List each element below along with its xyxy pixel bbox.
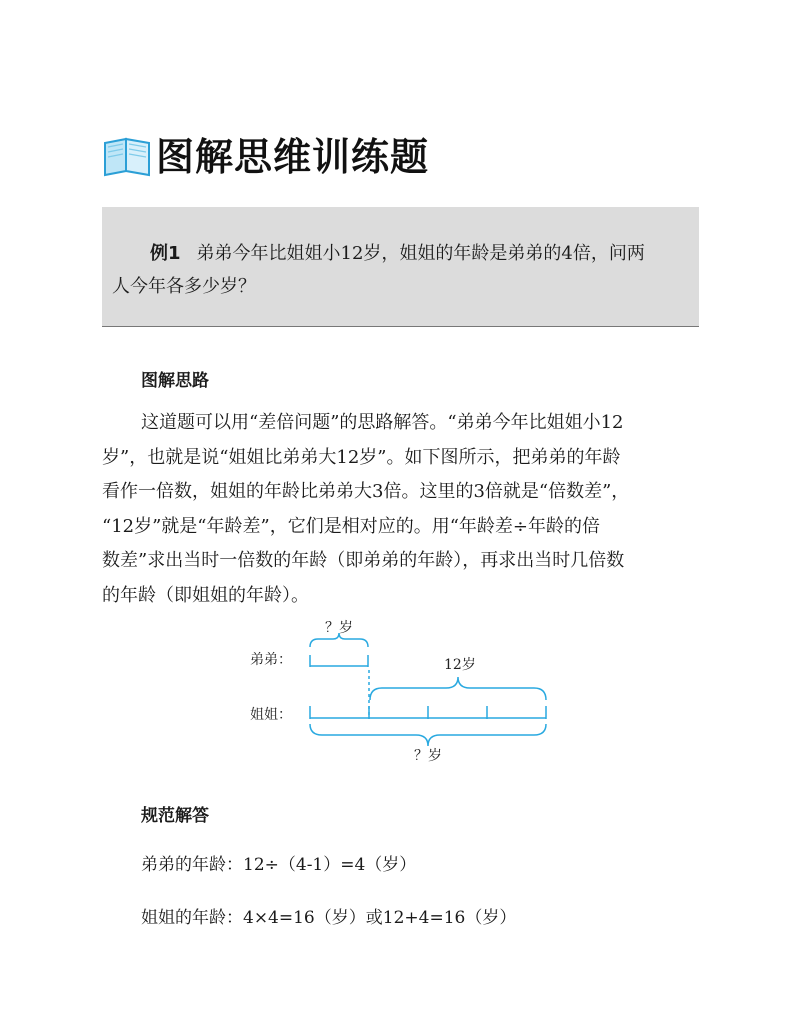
- section-heading-thinking: 图解思路: [141, 371, 209, 391]
- difference-label: 12岁: [444, 657, 476, 673]
- example-question: 弟弟今年比姐姐小12岁，姐姐的年龄是弟弟的4倍，问两: [196, 243, 645, 264]
- example-line-1: [112, 237, 689, 270]
- brother-label: 弟弟：: [250, 652, 292, 668]
- paragraph-line: 的年龄（即姐姐的年龄）。: [102, 584, 309, 606]
- answer-sister: 姐姐的年龄：4×4=16（岁）或12+4=16（岁）: [141, 908, 517, 928]
- sister-label: 姐姐：: [250, 707, 292, 723]
- example-line-2: 人今年各多少岁？: [112, 276, 256, 297]
- paragraph-line: 数差”求出当时一倍数的年龄（即弟弟的年龄），再求出当时几倍数: [102, 550, 625, 571]
- paragraph-line: 看作一倍数，姐姐的年龄比弟弟大3倍。这里的3倍就是“倍数差”，: [102, 481, 630, 502]
- brother-brace: [310, 633, 368, 647]
- open-book-icon: [102, 131, 152, 177]
- difference-brace: [370, 677, 546, 700]
- paragraph-line: “12岁”就是“年龄差”，它们是相对应的。用“年龄差÷年龄的倍: [102, 515, 600, 537]
- example-box: [102, 207, 699, 327]
- brother-unknown-label: ？岁: [325, 620, 353, 636]
- paragraph-line: 这道题可以用“差倍问题”的思路解答。“弟弟今年比姐姐小12: [141, 412, 624, 433]
- section-heading-solution: 规范解答: [141, 806, 209, 826]
- sister-brace: [310, 724, 546, 746]
- title-text: 图解思维训练题: [156, 135, 430, 179]
- page-title: [102, 126, 429, 181]
- example-label: 例1: [150, 243, 181, 264]
- answer-brother: 弟弟的年龄：12÷（4-1）=4（岁）: [141, 855, 417, 875]
- explanation-paragraph: [102, 406, 699, 613]
- paragraph-line: 岁”，也就是说“姐姐比弟弟大12岁”。如下图所示，把弟弟的年龄: [102, 446, 621, 468]
- sister-unknown-label: ？岁: [414, 748, 442, 764]
